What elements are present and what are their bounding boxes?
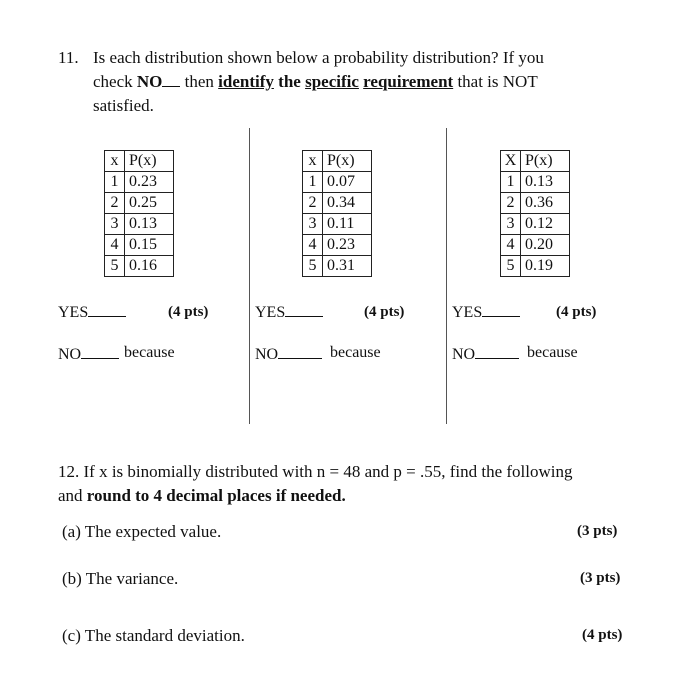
answer-blank[interactable] <box>88 302 126 317</box>
x-cell: 5 <box>105 256 125 277</box>
p-cell: 0.13 <box>125 214 174 235</box>
q11-requirement: requirement <box>363 72 454 91</box>
q12-part-a-points: (3 pts) <box>577 523 618 539</box>
points-label: (4 pts) <box>364 304 405 320</box>
x-cell: 2 <box>303 193 323 214</box>
no-label: NO <box>58 346 82 363</box>
table-row <box>303 214 372 235</box>
x-cell: 2 <box>105 193 125 214</box>
x-header: x <box>303 151 323 172</box>
p-cell: 0.11 <box>323 214 372 235</box>
x-cell: 3 <box>501 214 521 235</box>
p-cell: 0.20 <box>521 235 570 256</box>
p-header: P(x) <box>323 151 372 172</box>
table-row <box>303 235 372 256</box>
no-answer-3[interactable] <box>452 344 519 364</box>
q11-check: check <box>93 72 137 91</box>
p-header: P(x) <box>125 151 174 172</box>
x-cell: 4 <box>501 235 521 256</box>
answer-blank[interactable] <box>285 302 323 317</box>
q11-not: that is NOT <box>453 72 538 91</box>
no-answer-2[interactable] <box>255 344 322 364</box>
q11-text-line1: Is each distribution shown below a probability distribution? If you <box>93 48 544 67</box>
q11-text-line2 <box>93 71 538 93</box>
points-label: (4 pts) <box>556 304 597 320</box>
p-cell: 0.25 <box>125 193 174 214</box>
yes-answer-2[interactable] <box>255 302 323 322</box>
answer-blank[interactable] <box>482 302 520 317</box>
p-header: P(x) <box>521 151 570 172</box>
table-row <box>501 214 570 235</box>
p-cell: 0.36 <box>521 193 570 214</box>
q12-text-line2 <box>58 485 346 507</box>
table-row <box>501 256 570 277</box>
q12-part-c-points: (4 pts) <box>582 627 623 643</box>
x-cell: 4 <box>303 235 323 256</box>
q11-no-blank <box>162 72 180 87</box>
q12-part-c: (c) The standard deviation. <box>62 626 245 645</box>
q11-identify: identify <box>218 72 274 91</box>
q11-the: the <box>278 72 301 91</box>
distribution-table-2 <box>302 150 372 277</box>
yes-label: YES <box>255 304 286 321</box>
x-cell: 1 <box>105 172 125 193</box>
table-row <box>303 256 372 277</box>
q12-and: and <box>58 486 87 505</box>
q12-part-b: (b) The variance. <box>62 569 179 588</box>
table-header-row <box>303 151 372 172</box>
p-cell: 0.15 <box>125 235 174 256</box>
because-label: because <box>527 344 578 361</box>
p-cell: 0.23 <box>323 235 372 256</box>
table-row <box>105 235 174 256</box>
p-cell: 0.34 <box>323 193 372 214</box>
p-cell: 0.12 <box>521 214 570 235</box>
q12-part-a: (a) The expected value. <box>62 522 222 541</box>
q12-rounding-instruction: round to 4 decimal places if needed. <box>86 486 346 505</box>
table-row <box>105 256 174 277</box>
x-header: X <box>501 151 521 172</box>
table-row <box>303 172 372 193</box>
x-cell: 1 <box>501 172 521 193</box>
p-cell: 0.23 <box>125 172 174 193</box>
p-cell: 0.19 <box>521 256 570 277</box>
q11-no-bold: NO <box>136 72 163 91</box>
answer-blank[interactable] <box>81 344 119 359</box>
table-row <box>501 193 570 214</box>
no-label: NO <box>255 346 279 363</box>
q11-then: then <box>180 72 219 91</box>
x-cell: 2 <box>501 193 521 214</box>
answer-blank[interactable] <box>475 344 519 359</box>
x-header: x <box>105 151 125 172</box>
because-label: because <box>330 344 381 361</box>
p-cell: 0.16 <box>125 256 174 277</box>
table-header-row <box>105 151 174 172</box>
x-cell: 4 <box>105 235 125 256</box>
p-cell: 0.31 <box>323 256 372 277</box>
distribution-table-3 <box>500 150 570 277</box>
table-row <box>105 214 174 235</box>
p-cell: 0.07 <box>323 172 372 193</box>
column-divider <box>446 128 447 424</box>
q12-text-line1: 12. If x is binomially distributed with n = 48 and p = .55, find the following <box>58 462 573 481</box>
x-cell: 3 <box>105 214 125 235</box>
table-row <box>105 172 174 193</box>
table-header-row <box>501 151 570 172</box>
table-row <box>501 235 570 256</box>
no-label: NO <box>452 346 476 363</box>
table-row <box>501 172 570 193</box>
no-answer-1[interactable] <box>58 344 119 364</box>
yes-label: YES <box>58 304 89 321</box>
distribution-table-1 <box>104 150 174 277</box>
points-label: (4 pts) <box>168 304 209 320</box>
x-cell: 3 <box>303 214 323 235</box>
x-cell: 5 <box>501 256 521 277</box>
because-label: because <box>124 344 175 361</box>
yes-label: YES <box>452 304 483 321</box>
x-cell: 5 <box>303 256 323 277</box>
yes-answer-1[interactable] <box>58 302 126 322</box>
q12-part-b-points: (3 pts) <box>580 570 621 586</box>
q11-specific: specific <box>305 72 359 91</box>
yes-answer-3[interactable] <box>452 302 520 322</box>
answer-blank[interactable] <box>278 344 322 359</box>
q11-number: 11. <box>58 48 79 67</box>
table-row <box>105 193 174 214</box>
x-cell: 1 <box>303 172 323 193</box>
p-cell: 0.13 <box>521 172 570 193</box>
q11-text-line3: satisfied. <box>93 96 154 115</box>
table-row <box>303 193 372 214</box>
column-divider <box>249 128 250 424</box>
